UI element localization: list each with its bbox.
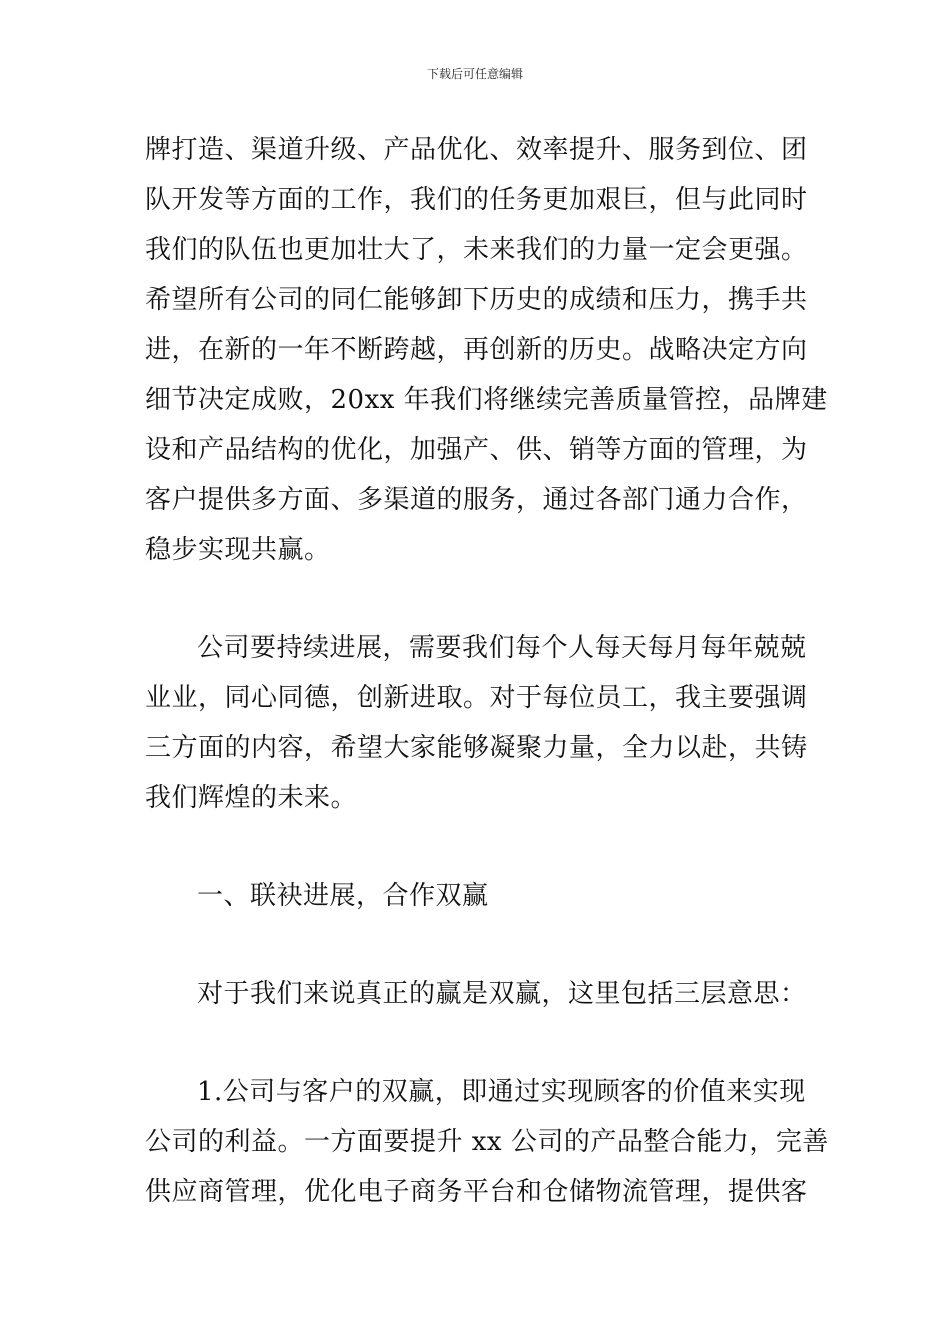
- body-line: 供应商管理，优化电子商务平台和仓储物流管理，提供客: [145, 1177, 808, 1207]
- body-line: 队开发等方面的工作，我们的任务更加艰巨，但与此同时: [145, 185, 808, 215]
- body-line: 客户提供多方面、多渠道的服务，通过各部门通力合作，: [145, 485, 808, 515]
- section-heading: 一、联袂进展，合作双赢: [197, 881, 489, 911]
- body-line: 公司的利益。一方面要提升 xx 公司的产品整合能力，完善: [145, 1127, 829, 1157]
- body-line: 进，在新的一年不断跨越，再创新的历史。战略决定方向: [145, 335, 808, 365]
- list-item-first-line: 1.公司与客户的双赢，即通过实现顾客的价值来实现: [197, 1077, 806, 1107]
- body-line: 稳步实现共赢。: [145, 535, 331, 565]
- body-line: 牌打造、渠道升级、产品优化、效率提升、服务到位、团: [145, 135, 808, 165]
- body-line: 细节决定成败，20xx 年我们将继续完善质量管控，品牌建: [145, 385, 828, 415]
- paragraph-first-line: 公司要持续进展，需要我们每个人每天每月每年兢兢: [197, 633, 807, 663]
- body-line: 希望所有公司的同仁能够卸下历史的成绩和压力，携手共: [145, 285, 808, 315]
- paragraph-first-line: 对于我们来说真正的赢是双赢，这里包括三层意思：: [197, 979, 807, 1009]
- page-header: 下载后可任意编辑: [426, 67, 523, 81]
- body-line: 我们的队伍也更加壮大了，未来我们的力量一定会更强。: [145, 235, 808, 265]
- body-line: 业业，同心同德，创新进取。对于每位员工，我主要强调: [145, 683, 808, 713]
- body-line: 三方面的内容，希望大家能够凝聚力量，全力以赴，共铸: [145, 733, 808, 763]
- body-line: 我们辉煌的未来。: [145, 783, 358, 813]
- body-line: 设和产品结构的优化，加强产、供、销等方面的管理，为: [145, 435, 808, 465]
